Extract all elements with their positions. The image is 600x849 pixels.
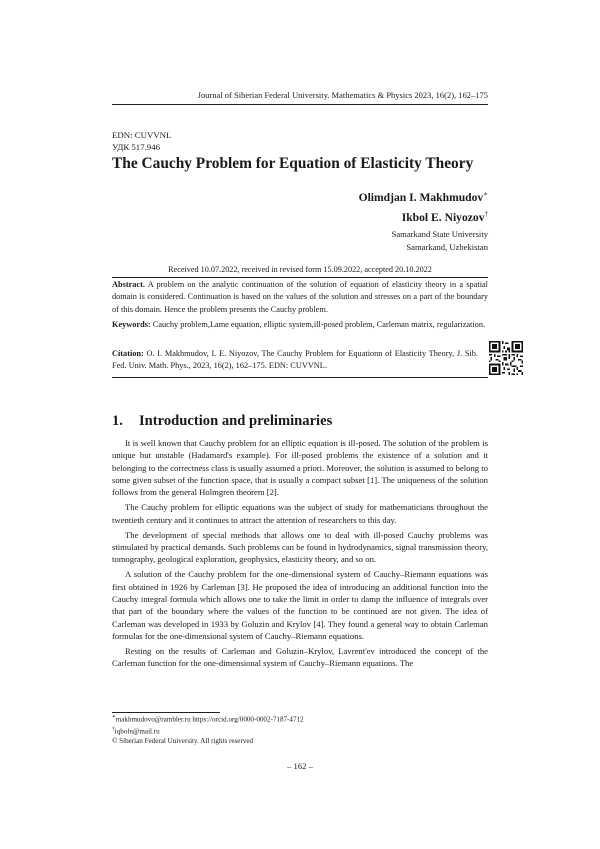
- paragraph: Resting on the results of Carleman and Goluzin–Krylov, Lavrent'ev introduced the concept of the Carleman function for the one-dimensional system of Cauchy–Riemann equations. The: [112, 645, 488, 669]
- paragraph: It is well known that Cauchy problem for an elliptic equation is ill-posed. The solution of the problem is unique but unstable (Hadamard's example). For ill-posed problems the existence of a solution and it belonging to the correctness class is usually assumed a priori. Moreover, the solution is assumed to belong to some given subset of the function space, that is usually a compact subset [1]. The uniqueness of the solution follows from the general Holmgren theorem [2].: [112, 438, 488, 498]
- section-number: 1.: [112, 413, 123, 429]
- author-2-mark: †: [484, 209, 488, 218]
- footnote-email-2: [112, 725, 304, 737]
- author-2-name: Ikbol E. Niyozov: [401, 210, 485, 224]
- author-1-name: Olimdjan I. Makhmudov: [358, 190, 484, 204]
- citation: [112, 348, 478, 373]
- author-1-mark: ∗: [483, 190, 488, 198]
- udk-code: УДК 517.946: [112, 142, 160, 152]
- abstract-text: A problem on the analytic continuation of the solution of equation of elasticity theory in a spatial domain is considered. Continuation is based on the values of the solution and stresses on a part of the boundary of this domain. Hence the problem presents the Cauchy problem.: [112, 280, 488, 314]
- footnote-1-text: makhmudovo@rambler.ru https://orcid.org/0000-0002-7187-4712: [115, 715, 304, 724]
- keywords: [112, 319, 488, 331]
- body-text: [112, 437, 488, 672]
- section-heading: [112, 413, 332, 430]
- footnotes: [112, 713, 304, 747]
- header-rule: [112, 104, 488, 105]
- abstract-bottom-rule: [112, 377, 488, 378]
- edn-code: EDN: CUVVNL: [112, 130, 172, 140]
- author-name: [359, 206, 488, 226]
- affiliation: [359, 228, 488, 255]
- running-head: Journal of Siberian Federal University. Mathematics & Physics 2023, 16(2), 162–175: [197, 91, 488, 100]
- footnote-3-text: © Siberian Federal University. All rights reserved: [112, 736, 254, 745]
- keywords-label: Keywords:: [112, 320, 151, 329]
- affiliation-city: Samarkand, Uzbekistan: [406, 242, 488, 253]
- paragraph: The Cauchy problem for elliptic equations was the subject of study for mathematicians throughout the twentieth century and it continues to attract the attention of researchers to this day.: [112, 502, 488, 525]
- footnote-email-1: [112, 713, 304, 725]
- footnote-1-mark: ∗: [112, 714, 116, 720]
- identifiers: [112, 129, 171, 153]
- qr-code-icon: [489, 341, 523, 375]
- paragraph: The development of special methods that allows one to deal with ill-posed Cauchy problems was stimulated by practical demands. Such problems can be found in hydrodynamics, signal transmission theory, tomography, geological exploration, geophysics, elasticity theory, and so on.: [112, 529, 488, 565]
- section-title: Introduction and preliminaries: [139, 413, 333, 429]
- article-title: The Cauchy Problem for Equation of Elasticity Theory: [112, 155, 474, 172]
- author-block: [359, 186, 488, 255]
- footnote-2-mark: †: [112, 725, 115, 732]
- footnote-2-text: iqboln@mail.ru: [114, 727, 160, 736]
- citation-text: O. I. Makhmudov, I. E. Niyozov, The Cauchy Problem for Equationn of Elasticity Theory, J. Sib. Fed. Univ. Math. Phys., 2023, 16(2), 162–175. EDN: CUVVNL.: [112, 349, 478, 371]
- citation-label: Citation:: [112, 349, 144, 358]
- affiliation-university: Samarkand State University: [391, 228, 488, 239]
- abstract-label: Abstract.: [112, 280, 145, 289]
- abstract-top-rule: [112, 277, 488, 278]
- page-number: – 162 –: [287, 761, 313, 771]
- author-name: [359, 186, 488, 206]
- keywords-text: Cauchy problem,Lame equation, elliptic system,ill-posed problem, Carleman matrix, regularization.: [152, 320, 486, 329]
- paragraph: A solution of the Cauchy problem for the one-dimensional system of Cauchy–Riemann equations was first obtained in 1926 by Carleman [3]. He proposed the idea of introducing an additional function into the Cauchy integral formula which allows one to take the limit in order to damp the influence of integrals over that part of the boundary where the values of the function to be continued are not given. The idea of Carleman was developed in 1933 by Goluzin and Krylov [4]. They found a general way to obtain Carleman formulas for the one-dimensional system of Cauchy–Riemann equations.: [112, 569, 488, 641]
- abstract: [112, 279, 488, 316]
- received-dates: Received 10.07.2022, received in revised form 15.09.2022, accepted 20.10.2022: [168, 265, 432, 274]
- copyright: [112, 737, 304, 747]
